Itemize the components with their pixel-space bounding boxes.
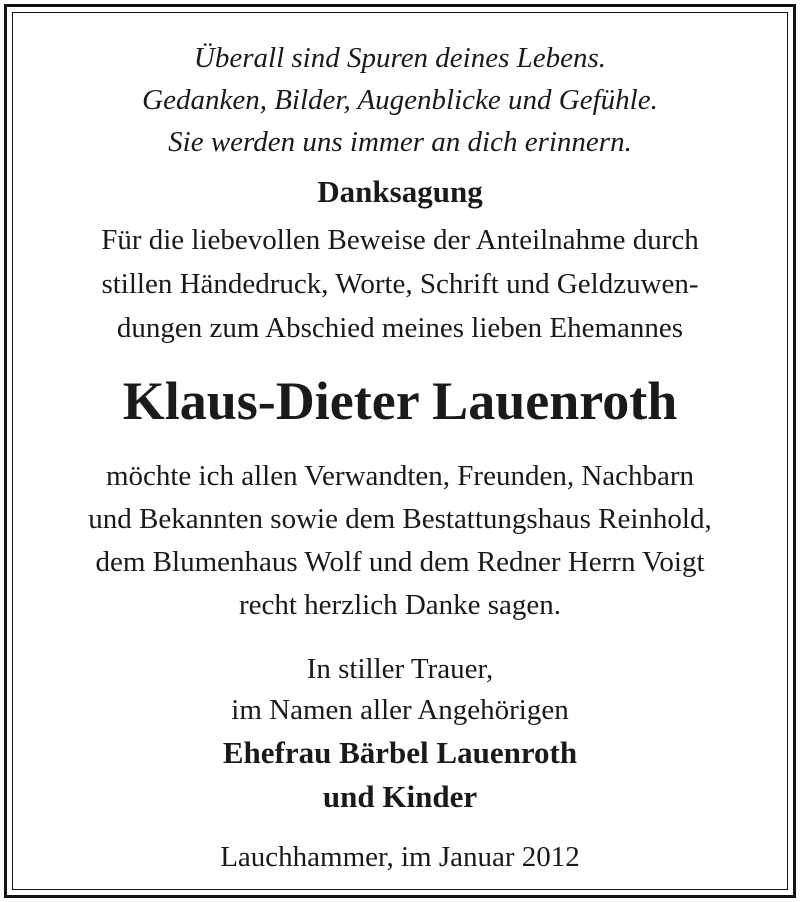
thanks-intro-line: stillen Händedruck, Worte, Schrift und Geldzuwen- [101,268,699,300]
poem-line: Sie werden uns immer an dich erinnern. [168,126,632,158]
poem-line: Gedanken, Bilder, Augenblicke und Gefühle. [142,84,658,116]
mourning-line: im Namen aller Angehörigen [231,694,569,726]
gratitude-line: recht herzlich Danke sagen. [238,589,562,621]
gratitude-line: und Bekannten sowie dem Bestattungshaus Reinhold, [88,503,712,535]
thanks-heading: Danksagung [317,174,483,209]
gratitude-line: möchte ich allen Verwandten, Freunden, Nachbarn [105,460,695,492]
place-date: Lauchhammer, im Januar 2012 [220,841,580,873]
poem-line: Überall sind Spuren deines Lebens. [193,42,607,74]
mourning-line: In stiller Trauer, [306,653,494,685]
deceased-name: Klaus-Dieter Lauenroth [122,371,678,431]
thanks-intro-line: Für die liebevollen Beweise der Anteilnahme durch [101,224,699,256]
thanks-intro-line: dungen zum Abschied meines lieben Ehemannes [116,312,684,344]
gratitude-line: dem Blumenhaus Wolf und dem Redner Herrn Voigt [95,546,705,578]
signer-line: Ehefrau Bärbel Lauenroth [222,735,578,770]
signer-line: und Kinder [322,779,478,814]
